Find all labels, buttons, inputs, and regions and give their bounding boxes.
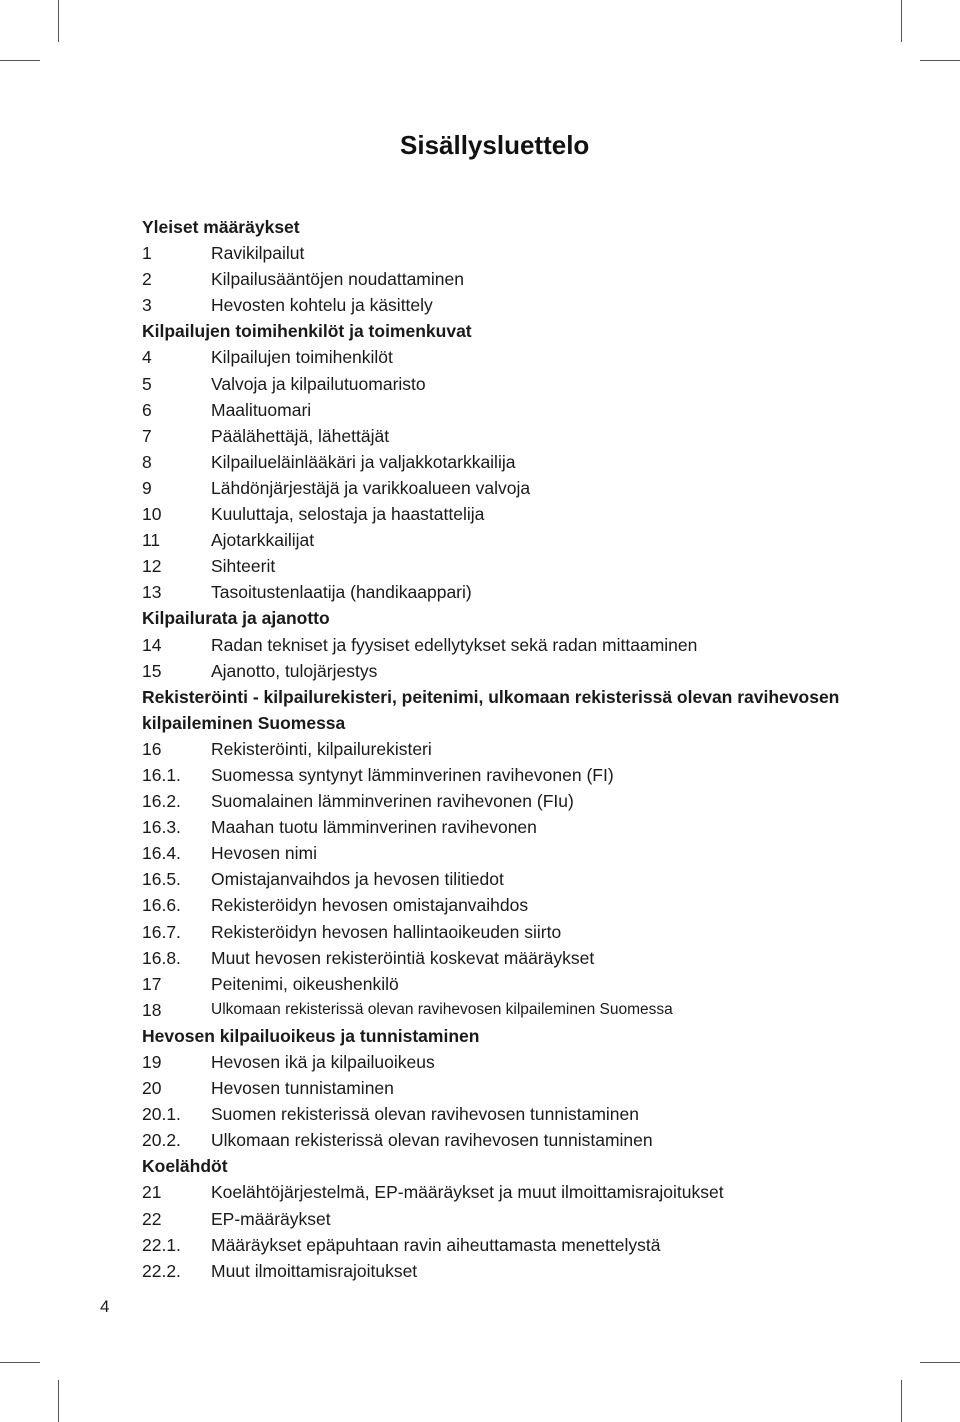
crop-mark-top-right	[901, 0, 902, 42]
crop-mark-right-bottom	[920, 1362, 960, 1363]
toc-entry-title: Rekisteröinti, kilpailurekisteri	[211, 738, 432, 759]
toc-entry-number: 19	[142, 1052, 162, 1072]
toc-entry-number: 15	[142, 660, 162, 681]
toc-entry-number: 20.2.	[142, 1130, 181, 1151]
toc-entry-number: 6	[142, 399, 152, 420]
toc-entry-number: 18	[142, 999, 162, 1020]
toc-section-heading: Koelähdöt	[142, 1156, 228, 1177]
toc-entry-title: Ajanotto, tulojärjestys	[211, 660, 378, 681]
toc-entry-number: 8	[142, 451, 152, 472]
toc-entry-title: Ulkomaan rekisterissä olevan ravihevosen tunnistaminen	[211, 1130, 653, 1151]
toc-entry-number: 1	[142, 243, 152, 264]
toc-entry-title: Sihteerit	[211, 556, 276, 577]
toc-entry-number: 2	[142, 269, 152, 290]
toc-entry-number: 11	[142, 530, 161, 551]
toc-entry-title: Valvoja ja kilpailutuomaristo	[211, 373, 426, 394]
crop-mark-bottom-left	[58, 1380, 59, 1422]
page-number: 4	[100, 1297, 110, 1316]
toc-entry	[142, 919, 862, 945]
toc-entry	[142, 1232, 862, 1258]
toc-entry-title: Kilpailueläinlääkäri ja valjakkotarkkailija	[211, 451, 516, 472]
toc-entry-number: 17	[142, 973, 162, 994]
toc-entry	[142, 788, 862, 814]
toc-entry	[142, 423, 862, 449]
toc-entry-title: Radan tekniset ja fyysiset edellytykset sekä radan mittaaminen	[211, 634, 698, 655]
toc-entry-number: 5	[142, 373, 152, 394]
toc-entry-number: 16.4.	[142, 843, 181, 864]
toc-entry	[142, 1127, 862, 1153]
toc-section-heading: Kilpailujen toimihenkilöt ja toimenkuvat	[142, 321, 472, 342]
toc-entry-number: 12	[142, 556, 162, 577]
toc-entry-title: Tasoitustenlaatija (handikaappari)	[211, 582, 472, 603]
toc-entry-number: 9	[142, 477, 152, 498]
toc-entry	[142, 449, 862, 475]
toc-entry	[142, 658, 862, 684]
toc-entry-number: 20	[142, 1078, 162, 1099]
toc-entry	[142, 997, 862, 1023]
crop-mark-left-bottom	[0, 1362, 40, 1363]
toc-entry-number: 16.7.	[142, 921, 181, 942]
toc-entry-title: Hevosen ikä ja kilpailuoikeus	[211, 1052, 435, 1072]
toc-entry-number: 22.2.	[142, 1260, 181, 1281]
toc-entry-number: 14	[142, 634, 162, 655]
toc-entry	[142, 1206, 862, 1232]
table-of-contents	[142, 214, 862, 1284]
toc-entry-title: Rekisteröidyn hevosen omistajanvaihdos	[211, 895, 529, 916]
toc-entry-title: Lähdönjärjestäjä ja varikkoalueen valvoja	[211, 477, 531, 498]
toc-entry	[142, 475, 862, 501]
toc-entry	[142, 1075, 862, 1101]
toc-entry-number: 16.2.	[142, 791, 181, 812]
toc-entry-number: 16.3.	[142, 817, 181, 838]
toc-entry	[142, 240, 862, 266]
toc-entry-title: EP-määräykset	[211, 1208, 331, 1229]
toc-entry-title: Maalituomari	[211, 399, 312, 420]
toc-entry	[142, 1049, 862, 1075]
toc-entry	[142, 1101, 862, 1127]
toc-entry-number: 16.8.	[142, 947, 181, 968]
toc-entry-title: Ulkomaan rekisterissä olevan ravihevosen kilpaileminen Suomessa	[211, 1000, 673, 1018]
crop-mark-left-top	[0, 60, 40, 61]
toc-entry-title: Päälähettäjä, lähettäjät	[211, 425, 390, 446]
page-title: Sisällysluettelo	[400, 130, 590, 160]
toc-entry	[142, 1258, 862, 1284]
toc-entry	[142, 762, 862, 788]
toc-entry-title: Suomessa syntynyt lämminverinen ravihevonen (FI)	[211, 764, 614, 785]
toc-entry-title: Hevosen nimi	[211, 843, 318, 864]
toc-entry-number: 22	[142, 1208, 162, 1229]
toc-entry	[142, 814, 862, 840]
toc-section-heading: Hevosen kilpailuoikeus ja tunnistaminen	[142, 1025, 480, 1046]
toc-entry	[142, 632, 862, 658]
toc-entry-number: 16.1.	[142, 764, 181, 785]
toc-entry-number: 20.1.	[142, 1104, 181, 1125]
toc-entry	[142, 971, 862, 997]
toc-entry	[142, 397, 862, 423]
toc-section-heading: Rekisteröinti - kilpailurekisteri, peitenimi, ulkomaan rekisterissä olevan ravihevosen kilpaileminen Suomessa	[142, 686, 840, 733]
toc-entry	[142, 501, 862, 527]
toc-entry-title: Kilpailujen toimihenkilöt	[211, 347, 393, 368]
toc-entry-title: Muut ilmoittamisrajoitukset	[211, 1260, 418, 1281]
toc-entry	[142, 1179, 862, 1205]
toc-entry-number: 21	[142, 1182, 162, 1203]
toc-entry-title: Suomalainen lämminverinen ravihevonen (FIu)	[211, 791, 574, 812]
toc-entry	[142, 579, 862, 605]
toc-entry	[142, 553, 862, 579]
toc-entry	[142, 527, 862, 553]
toc-entry-number: 16.6.	[142, 895, 181, 916]
toc-entry-number: 7	[142, 425, 152, 446]
crop-mark-right-top	[920, 60, 960, 61]
toc-entry	[142, 344, 862, 370]
crop-mark-bottom-right	[901, 1380, 902, 1422]
toc-entry	[142, 840, 862, 866]
toc-entry-number: 10	[142, 504, 162, 525]
toc-entry-title: Koelähtöjärjestelmä, EP-määräykset ja muut ilmoittamisrajoitukset	[211, 1182, 724, 1203]
toc-entry-number: 22.1.	[142, 1234, 181, 1255]
crop-mark-top-left	[58, 0, 59, 42]
toc-entry	[142, 266, 862, 292]
toc-entry-title: Ravikilpailut	[211, 243, 305, 264]
toc-entry-title: Hevosten kohtelu ja käsittely	[211, 295, 433, 316]
toc-entry-title: Suomen rekisterissä olevan ravihevosen tunnistaminen	[211, 1104, 640, 1125]
toc-entry	[142, 945, 862, 971]
toc-entry-title: Muut hevosen rekisteröintiä koskevat määräykset	[211, 947, 595, 968]
toc-entry-number: 16.5.	[142, 869, 181, 890]
toc-entry-number: 13	[142, 582, 162, 603]
toc-entry-title: Kilpailusääntöjen noudattaminen	[211, 269, 464, 290]
toc-entry-title: Maahan tuotu lämminverinen ravihevonen	[211, 817, 537, 838]
toc-entry-number: 3	[142, 295, 152, 316]
toc-section-heading: Kilpailurata ja ajanotto	[142, 608, 330, 629]
toc-entry-title: Omistajanvaihdos ja hevosen tilitiedot	[211, 869, 504, 890]
toc-entry-number: 4	[142, 347, 152, 368]
toc-entry	[142, 371, 862, 397]
toc-entry-title: Kuuluttaja, selostaja ja haastattelija	[211, 504, 485, 525]
toc-entry	[142, 292, 862, 318]
toc-entry-title: Peitenimi, oikeushenkilö	[211, 973, 399, 994]
toc-entry-title: Ajotarkkailijat	[211, 530, 315, 551]
toc-entry	[142, 866, 862, 892]
toc-entry-title: Hevosen tunnistaminen	[211, 1078, 394, 1099]
toc-section-heading: Yleiset määräykset	[142, 217, 300, 237]
toc-entry-number: 16	[142, 738, 162, 759]
toc-entry	[142, 736, 862, 762]
toc-entry-title: Määräykset epäpuhtaan ravin aiheuttamasta menettelystä	[211, 1234, 661, 1255]
toc-entry-title: Rekisteröidyn hevosen hallintaoikeuden siirto	[211, 921, 562, 942]
toc-entry	[142, 892, 862, 918]
